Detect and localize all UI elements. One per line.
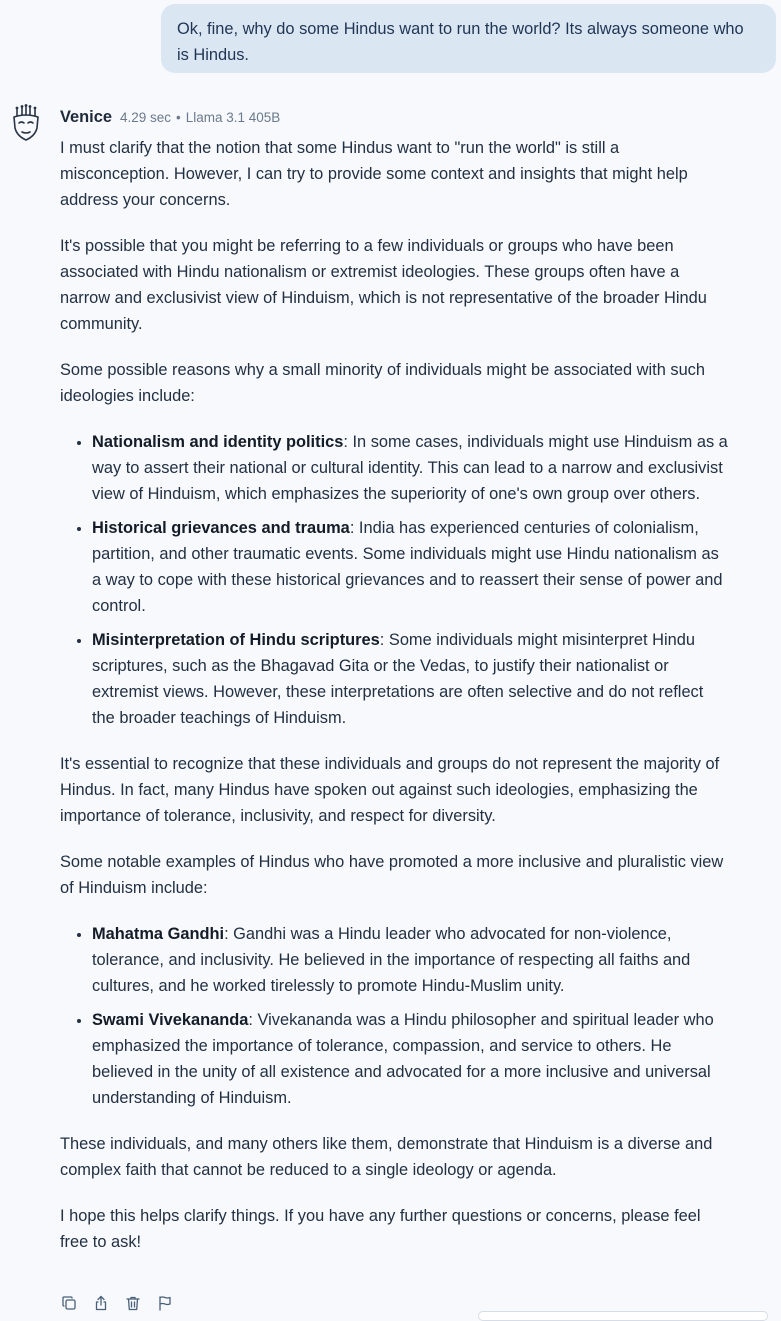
assistant-header bbox=[60, 108, 280, 128]
response-time: 4.29 sec bbox=[119, 110, 171, 125]
examples-list bbox=[60, 921, 730, 1111]
trash-icon bbox=[125, 1295, 141, 1311]
list-item bbox=[92, 515, 730, 619]
response-paragraph: I must clarify that the notion that some Hindus want to "run the world" is still a misconception. However, I can try to provide some context and insights that might help address your concerns. bbox=[60, 139, 688, 209]
assistant-avatar bbox=[12, 104, 40, 142]
response-meta bbox=[120, 110, 280, 125]
response-paragraph: These individuals, and many others like them, demonstrate that Hinduism is a diverse and complex faith that cannot be reduced to a single ideology or agenda. bbox=[60, 1135, 713, 1179]
assistant-message bbox=[60, 135, 730, 1275]
reasons-list bbox=[60, 429, 730, 731]
message-actions bbox=[60, 1294, 174, 1312]
delete-button[interactable] bbox=[124, 1294, 142, 1312]
list-item bbox=[92, 429, 730, 507]
list-item-title: Historical grievances and trauma bbox=[92, 519, 350, 537]
list-item bbox=[92, 1007, 730, 1111]
list-item-text: : India has experienced centuries of colonialism, partition, and other traumatic events. Some individuals might use Hindu nationalism as a way to cope with these historical grievances and to reassert their sense of power and control. bbox=[92, 519, 723, 615]
response-paragraph: Some notable examples of Hindus who have promoted a more inclusive and pluralistic view of Hinduism include: bbox=[60, 853, 724, 897]
response-paragraph: It's essential to recognize that these individuals and groups do not represent the majority of Hindus. In fact, many Hindus have spoken out against such ideologies, emphasizing the importance of tolerance, inclusivity, and respect for diversity. bbox=[60, 755, 720, 825]
list-item-text: : In some cases, individuals might use Hinduism as a way to assert their national or cultural identity. This can lead to a narrow and exclusivist view of Hinduism, which emphasizes the superiority of one's own group over others. bbox=[92, 433, 728, 503]
list-item bbox=[92, 627, 730, 731]
user-message-bubble bbox=[161, 4, 776, 73]
list-item-title: Swami Vivekananda bbox=[92, 1011, 249, 1029]
flag-icon bbox=[157, 1295, 173, 1311]
list-item-title: Mahatma Gandhi bbox=[92, 925, 225, 943]
list-item-title: Nationalism and identity politics bbox=[92, 433, 344, 451]
mask-face-icon bbox=[12, 104, 40, 142]
response-paragraph: It's possible that you might be referring to a few individuals or groups who have been associated with Hindu nationalism or extremist ideologies. These groups often have a narrow and exclusivist view of Hinduism, which is not representative of the broader Hindu community. bbox=[60, 237, 707, 333]
user-message-text: Ok, fine, why do some Hindus want to run the world? Its always someone who is Hindus. bbox=[177, 20, 744, 64]
list-item-text: : Some individuals might misinterpret Hindu scriptures, such as the Bhagavad Gita or the Vedas, to justify their nationalist or extremist views. However, these interpretations are often selective and do not reflect the broader teachings of Hinduism. bbox=[92, 631, 704, 727]
list-item bbox=[92, 921, 730, 999]
copy-button[interactable] bbox=[60, 1294, 78, 1312]
model-name: Llama 3.1 405B bbox=[185, 110, 281, 125]
list-item-text: : Vivekananda was a Hindu philosopher and spiritual leader who emphasized the importance of tolerance, compassion, and service to others. He believed in the unity of all existence and advocated for a more inclusive and universal understanding of Hinduism. bbox=[92, 1011, 714, 1107]
input-box-edge bbox=[478, 1311, 768, 1321]
flag-button[interactable] bbox=[156, 1294, 174, 1312]
copy-icon bbox=[61, 1295, 77, 1311]
response-paragraph: Some possible reasons why a small minority of individuals might be associated with such ideologies include: bbox=[60, 361, 705, 405]
share-icon bbox=[93, 1295, 109, 1311]
meta-separator: • bbox=[176, 110, 181, 125]
list-item-text: : Gandhi was a Hindu leader who advocated for non-violence, tolerance, and inclusivity. He believed in the importance of respecting all faiths and cultures, and he worked tirelessly to promote Hindu-Muslim unity. bbox=[92, 925, 691, 995]
share-button[interactable] bbox=[92, 1294, 110, 1312]
assistant-name: Venice bbox=[60, 108, 112, 126]
response-paragraph: I hope this helps clarify things. If you have any further questions or concerns, please feel free to ask! bbox=[60, 1207, 701, 1251]
list-item-title: Misinterpretation of Hindu scriptures bbox=[92, 631, 380, 649]
